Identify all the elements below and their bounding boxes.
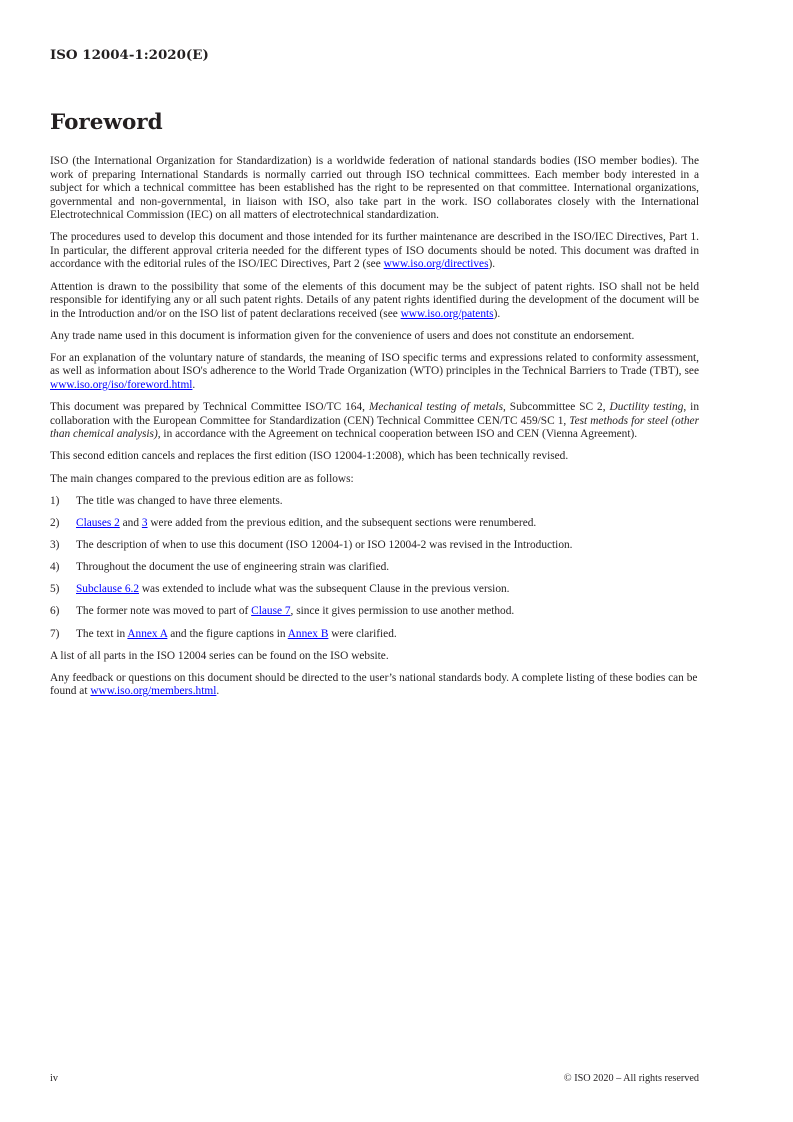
text: , in collaboration with the European Committee for Standardization (CEN) Technical Committee CEN/TC 459/SC 1,	[50, 401, 700, 427]
link-subclause-6-2[interactable]: Subclause 6.2	[76, 583, 140, 596]
list-number: 6)	[50, 605, 60, 618]
text: ).	[493, 307, 501, 320]
text: ).	[488, 258, 496, 271]
subcommittee-title: Ductility testing	[609, 401, 684, 414]
paragraph-voluntary-nature	[50, 352, 699, 393]
paragraph-edition: This second edition cancels and replaces the first edition (ISO 12004-1:2008), which has been technically revised.	[50, 450, 569, 463]
list-item	[50, 605, 699, 619]
running-header-doc-id: ISO 12004-1:2020(E)	[50, 47, 209, 63]
link-clauses-2[interactable]: Clauses 2	[76, 516, 120, 529]
list-number: 1)	[50, 494, 60, 507]
list-item	[50, 561, 699, 575]
list-text	[76, 628, 699, 642]
link-patents[interactable]: www.iso.org/patents	[400, 307, 494, 320]
link-foreword[interactable]: www.iso.org/iso/foreword.html	[50, 379, 193, 392]
text: , since it gives permission to use another method.	[290, 605, 515, 618]
text: and	[119, 516, 142, 529]
list-item	[50, 517, 699, 531]
text: The procedures used to develop this document and those intended for its further maintenance are described in the ISO/IEC Directives, Part 1. In particular, the different approval criteria needed for the different types of ISO documents should be noted. This document was drafted in accordance with the editorial rules of the ISO/IEC Directives, Part 2 (see	[50, 231, 699, 271]
copyright-notice: © ISO 2020 – All rights reserved	[563, 1073, 699, 1084]
text: Attention is drawn to the possibility that some of the elements of this document may be the subject of patent rights. ISO shall not be held responsible for identifying any or all such patent rights. Details of any patent rights identified during the development of the document will be in the Introduction and/or on the ISO list of patent declarations received (see	[50, 280, 699, 320]
text: and the figure captions in	[167, 627, 288, 640]
list-text	[76, 517, 699, 531]
section-title: Foreword	[50, 110, 163, 135]
paragraph-prepared-by	[50, 401, 699, 442]
paragraph-patents	[50, 281, 699, 322]
link-clause-3[interactable]: 3	[141, 516, 148, 529]
paragraph-trade-name: Any trade name used in this document is information given for the convenience of users and does not constitute an endorsement.	[50, 329, 635, 342]
foreword-body	[50, 155, 699, 708]
list-text: The description of when to use this document (ISO 12004-1) or ISO 12004-2 was revised in the Introduction.	[76, 538, 573, 551]
cen-committee-title: Test methods for steel (other than chemical analysis),	[50, 414, 699, 441]
list-item	[50, 495, 699, 509]
page-number: iv	[50, 1073, 58, 1084]
list-text	[76, 583, 699, 597]
paragraph-main-changes: The main changes compared to the previous edition are as follows:	[50, 472, 354, 485]
text: For an explanation of the voluntary nature of standards, the meaning of ISO specific terms and expressions related to conformity assessment, as well as information about ISO's adherence to the World Trade Organization (WTO) principles in the Technical Barriers to Trade (TBT), see	[50, 351, 699, 378]
text: were clarified.	[328, 627, 397, 640]
text: was extended to include what was the subsequent Clause in the previous version.	[139, 583, 510, 596]
paragraph-iso-intro: ISO (the International Organization for Standardization) is a worldwide federation of national standards bodies (ISO member bodies). The work of preparing International Standards is normally carried out through ISO technical committees. Each member body interested in a subject for which a technical committee has been established has the right to be represented on that committee. International organizations, governmental and non-governmental, in liaison with ISO, also take part in the work. ISO collaborates closely with the International Electrotechnical Commission (IEC) on all matters of electrotechnical standardization.	[50, 155, 699, 222]
list-number: 5)	[50, 583, 60, 596]
committee-title: Mechanical testing of metals	[368, 401, 503, 414]
list-number: 4)	[50, 561, 60, 574]
text: .	[192, 379, 196, 392]
text: .	[216, 685, 220, 698]
link-members[interactable]: www.iso.org/members.html	[90, 685, 217, 698]
link-annex-b[interactable]: Annex B	[287, 627, 329, 640]
text: This document was prepared by Technical Committee ISO/TC 164,	[50, 401, 369, 414]
link-directives[interactable]: www.iso.org/directives	[383, 258, 489, 271]
list-number: 3)	[50, 538, 60, 551]
list-text: Throughout the document the use of engineering strain was clarified.	[76, 561, 390, 574]
text: in accordance with the Agreement on technical cooperation between ISO and CEN (Vienna Agreement).	[160, 428, 638, 441]
list-item	[50, 539, 699, 553]
list-number: 7)	[50, 627, 60, 640]
paragraph-series-list: A list of all parts in the ISO 12004 series can be found on the ISO website.	[50, 649, 389, 662]
text: were added from the previous edition, and the subsequent sections were renumbered.	[147, 516, 537, 529]
link-annex-a[interactable]: Annex A	[127, 627, 168, 640]
list-number: 2)	[50, 516, 60, 529]
link-clause-7[interactable]: Clause 7	[251, 605, 291, 618]
paragraph-feedback	[50, 672, 699, 699]
list-item	[50, 628, 699, 642]
text: , Subcommittee SC 2,	[503, 401, 610, 414]
list-text	[76, 605, 699, 619]
list-item	[50, 583, 699, 597]
text: Any feedback or questions on this document should be directed to the user’s national standards body. A complete listing of these bodies can be found at	[50, 671, 698, 698]
paragraph-procedures	[50, 231, 699, 272]
list-text: The title was changed to have three elements.	[76, 494, 283, 507]
text: The text in	[76, 627, 128, 640]
text: The former note was moved to part of	[76, 605, 252, 618]
